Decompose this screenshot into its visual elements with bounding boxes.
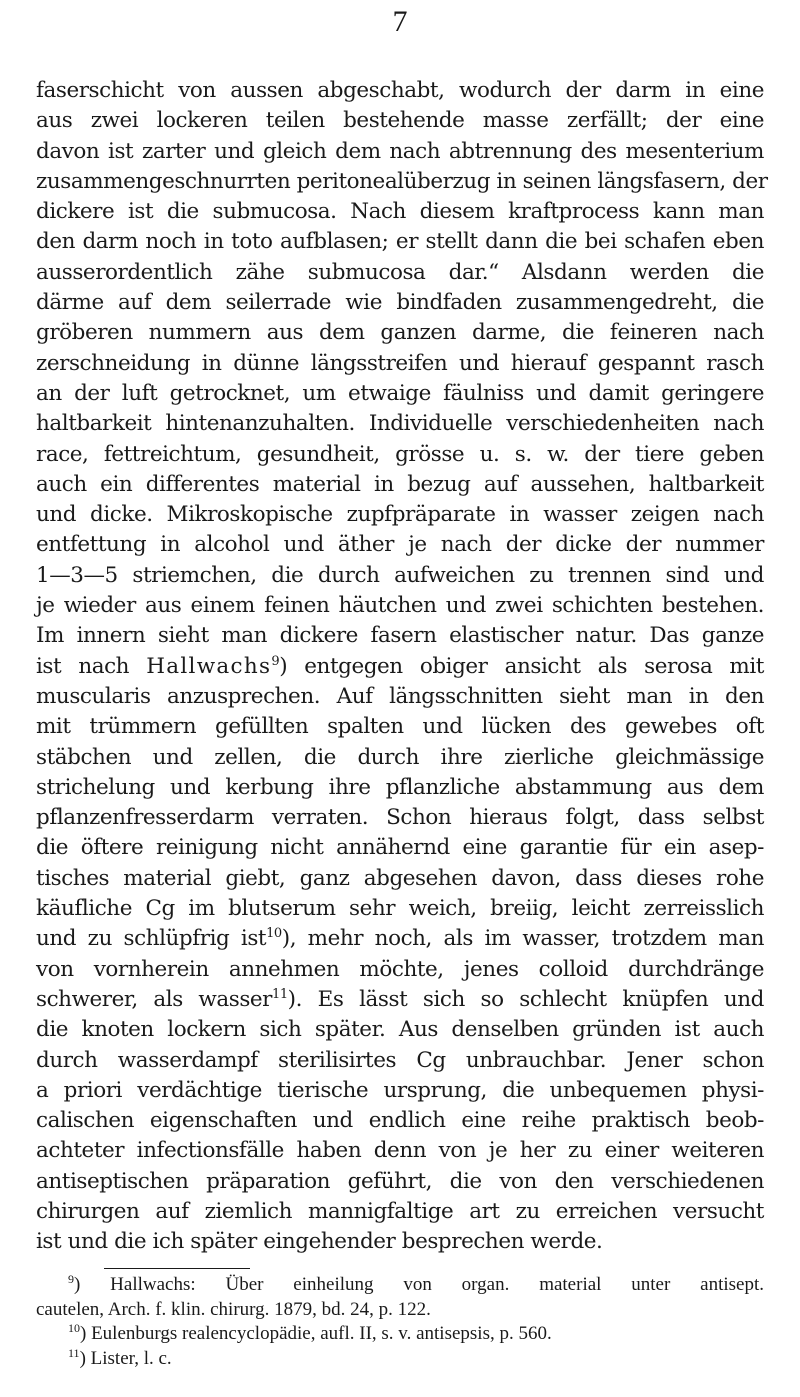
footnote-marker: 11 [68, 1345, 80, 1360]
text-line: je wieder aus einem feinen häutchen und zwei schichten bestehen. [36, 593, 764, 619]
text-line: antiseptischen präparation geführt, die von den verschiedenen [36, 1168, 764, 1194]
text-line: pflanzenfresserdarm verraten. Schon hieraus folgt, dass selbst [36, 805, 764, 831]
text-line: und dicke. Mikroskopische zupfpräparate in wasser zeigen nach [36, 502, 764, 528]
text-line [36, 924, 764, 954]
footnotes [36, 1273, 764, 1371]
text-line: mit trümmern gefüllten spalten und lücken des gewebes oft [36, 714, 764, 740]
footnote-text: ) Hallwachs: Über einheilung von organ. material unter antisept. [74, 1274, 764, 1295]
text-segment: schwerer, als wasser [36, 986, 273, 1012]
text-line: muscularis anzusprechen. Auf längsschnitten sieht man in den [36, 683, 764, 709]
text-line: aus zwei lockeren teilen bestehende masse zerfällt; der eine [36, 108, 764, 134]
text-segment: ist nach [36, 653, 147, 679]
footnote-reference[interactable]: 10 [266, 926, 282, 942]
text-segment: ), mehr noch, als im wasser, trotzdem man [281, 926, 765, 952]
text-line: calischen eigenschaften und endlich eine reihe praktisch beob- [36, 1108, 764, 1134]
text-line: von vornherein annehmen möchte, jenes colloid durchdränge [36, 956, 764, 982]
text-line [36, 985, 764, 1015]
page-number: 7 [392, 5, 408, 38]
footnote-10 [36, 1322, 764, 1347]
footnote-9 [36, 1273, 764, 1298]
text-line: haltbarkeit hintenanzuhalten. Individuelle verschiedenheiten nach [36, 411, 764, 437]
footnote-marker: 10 [68, 1321, 80, 1335]
text-line: chirurgen auf ziemlich mannigfaltige art zu erreichen versucht [36, 1198, 764, 1224]
text-line: stäbchen und zellen, die durch ihre zierliche gleichmässige [36, 744, 764, 770]
text-line: auch ein differentes material in bezug auf aussehen, haltbarkeit [36, 471, 764, 497]
author-name: Hallwachs [146, 653, 272, 679]
footnote-text: ) Lister, l. c. [79, 1347, 172, 1369]
footnote-reference[interactable]: 9 [271, 653, 280, 669]
text-line: durch wasserdampf sterilisirtes Cg unbrauchbar. Jener schon [36, 1047, 764, 1073]
text-line: gröberen nummern aus dem ganzen darme, die feineren nach [36, 320, 764, 346]
text-line: an der luft getrocknet, um etwaige fäulniss und damit geringere [36, 380, 764, 406]
text-line: ist nach Hallwachs$^9$) entgegen obiger ansicht als serosa mit [36, 653, 764, 679]
text-line: achteter infectionsfälle haben denn von je her zu einer weiteren [36, 1138, 764, 1164]
footnote-marker: 9 [68, 1272, 74, 1286]
text-segment: und zu schlüpfrig ist [36, 926, 267, 952]
body-text [36, 76, 768, 1258]
footnote-9-continuation: cautelen, Arch. f. klin. chirurg. 1879, bd. 24, p. 122. [36, 1298, 431, 1320]
text-line: faserschicht von aussen abgeschabt, wodurch der darm in eine [36, 78, 764, 103]
text-line: Im innern sieht man dickere fasern elastischer natur. Das ganze [36, 623, 764, 649]
text-line: ist und die ich später eingehender besprechen werde. [36, 1229, 603, 1255]
text-line: entfettung in alcohol und äther je nach der dicke der nummer [36, 532, 764, 558]
text-line: ausserordentlich zähe submucosa dar.“ Alsdann werden die [36, 259, 764, 285]
text-line: a priori verdächtige tierische ursprung, die unbequemen physi- [36, 1077, 764, 1103]
footnote-separator [104, 1268, 250, 1269]
text-line: dickere ist die submucosa. Nach diesem kraftprocess kann man [36, 199, 764, 225]
text-line: die knoten lockern sich später. Aus denselben gründen ist auch [36, 1017, 764, 1043]
footnote-reference[interactable]: 11 [272, 986, 288, 1002]
text-line: zerschneidung in dünne längsstreifen und hierauf gespannt rasch [36, 350, 764, 376]
text-line: den darm noch in toto aufblasen; er stellt dann die bei schafen eben [36, 229, 764, 255]
text-line: tisches material giebt, ganz abgesehen davon, dass dieses rohe [36, 865, 764, 891]
text-line: 1—3—5 striemchen, die durch aufweichen zu trennen sind und [36, 562, 764, 588]
text-line: strichelung und kerbung ihre pflanzliche abstammung aus dem [36, 774, 764, 800]
footnote-text: ) Eulenburgs realencyclopädie, aufl. II, s. v. antisepsis, p. 560. [80, 1323, 552, 1344]
text-line: davon ist zarter und gleich dem nach abtrennung des mesenterium [36, 138, 764, 164]
text-segment: ). Es lässt sich so schlecht knüpfen und [287, 986, 764, 1012]
text-segment: entgegen obiger ansicht als serosa mit [287, 653, 764, 679]
text-line: käufliche Cg im blutserum sehr weich, breiig, leicht zerreisslich [36, 896, 764, 922]
text-line: race, fettreichtum, gesundheit, grösse u. s. w. der tiere geben [36, 441, 764, 467]
footnote-11 [36, 1347, 764, 1372]
text-line: zusammengeschnurrten peritonealüberzug in seinen längsfasern, der [36, 168, 768, 194]
text-line: därme auf dem seilerrade wie bindfaden zusammengedreht, die [36, 290, 764, 316]
text-line: die öftere reinigung nicht annähernd eine garantie für ein asep- [36, 835, 764, 861]
